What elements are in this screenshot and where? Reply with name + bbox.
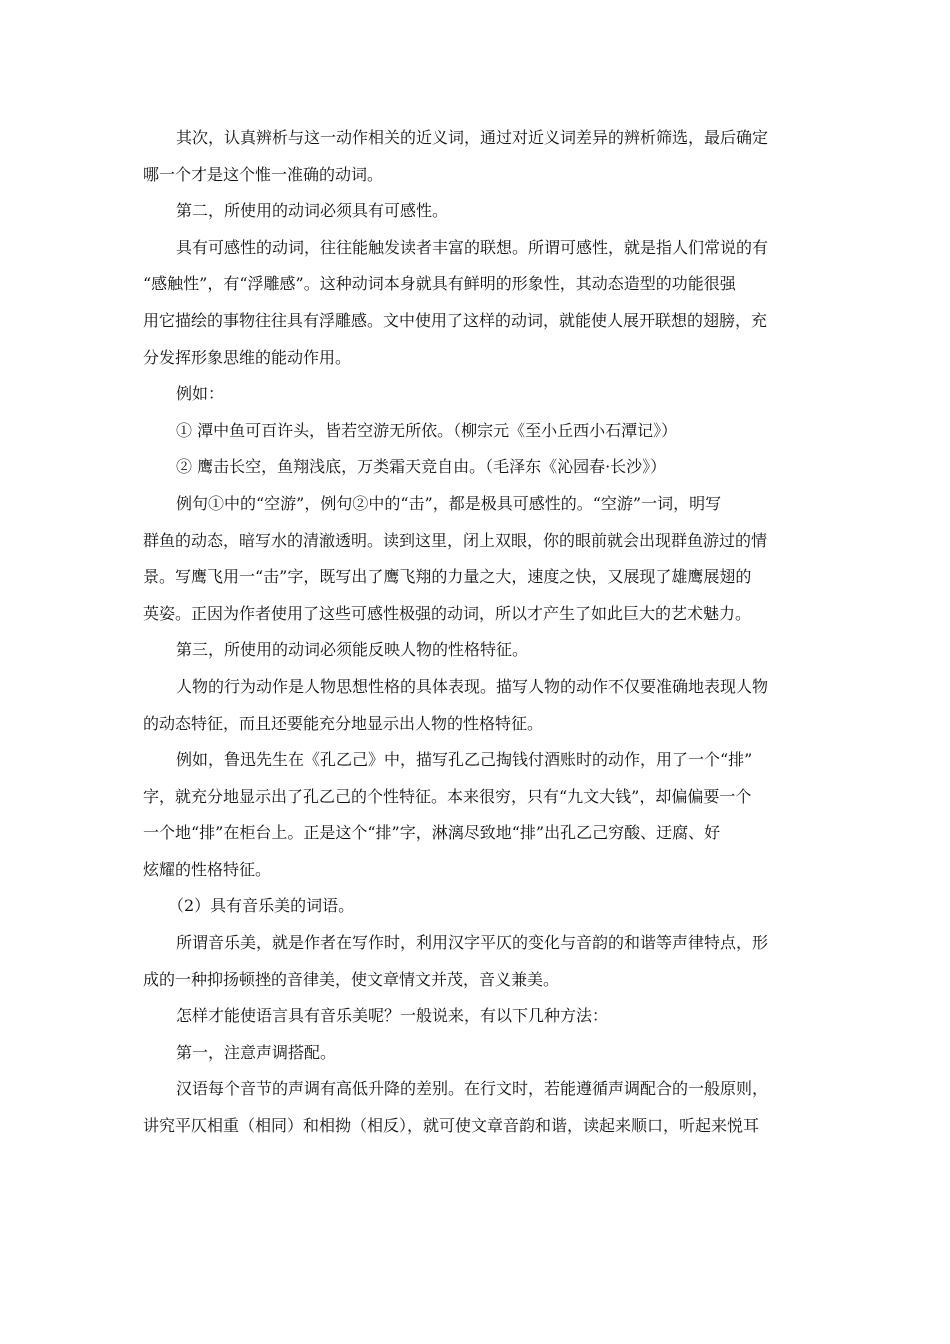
text-line: 用它描绘的事物往往具有浮雕感。文中使用了这样的动词，就能使人展开联想的翅膀，充 (143, 310, 768, 330)
paragraph (143, 376, 809, 413)
text-line: ① 潭中鱼可百许头，皆若空游无所依。（柳宗元《至小丘西小石潭记》） (176, 420, 678, 440)
text-line: ② 鹰击长空，鱼翔浅底，万类霜天竞自由。（毛泽东《沁园春·长沙》） (176, 457, 667, 477)
paragraph (143, 193, 809, 230)
text-line: 群鱼的动态，暗写水的清澈透明。读到这里，闭上双眼，你的眼前就会出现群鱼游过的情 (143, 530, 768, 550)
text-line: 讲究平仄相重（相同）和相拗（相反），就可使文章音韵和谐，读起来顺口，听起来悦耳 (143, 1116, 760, 1136)
text-line: 哪一个才是这个惟一准确的动词。 (143, 164, 384, 184)
paragraph (143, 998, 809, 1035)
text-line: 成的一种抑扬顿挫的音律美，使文章情文并茂，音义兼美。 (143, 969, 560, 989)
text-line: 字，就充分地显示出了孔乙己的个性特征。本来很穷，只有“九文大钱”，却偏偏要一个 (143, 786, 752, 806)
text-line: 人物的行为动作是人物思想性格的具体表现。描写人物的动作不仅要准确地表现人物 (176, 676, 769, 696)
text-line: 怎样才能使语言具有音乐美呢？一般说来，有以下几种方法： (176, 1006, 609, 1026)
paragraph (143, 120, 809, 193)
paragraph (143, 1035, 809, 1072)
paragraph (143, 888, 809, 925)
text-line: 分发挥形象思维的能动作用。 (143, 347, 352, 367)
paragraph (143, 632, 809, 669)
text-line: 第二，所使用的动词必须具有可感性。 (176, 201, 449, 221)
text-line: 汉语每个音节的声调有高低升降的差别。在行文时，若能遵循声调配合的一般原则， (176, 1079, 769, 1099)
text-line: 例如，鲁迅先生在《孔乙己》中，描写孔乙己掏钱付酒账时的动作，用了一个“排” (176, 750, 753, 770)
text-line: 一个地“排”在柜台上。正是这个“排”字，淋漓尽致地“排”出孔乙己穷酸、迂腐、好 (143, 823, 721, 843)
paragraph (143, 413, 809, 450)
paragraph (143, 1071, 809, 1144)
paragraph (143, 925, 809, 998)
text-line: 所谓音乐美，就是作者在写作时，利用汉字平仄的变化与音韵的和谐等声律特点，形 (176, 933, 769, 953)
text-line: 第一，注意声调搭配。 (176, 1042, 337, 1062)
text-line: “感触性”，有“浮雕感”。这种动词本身就具有鲜明的形象性，其动态造型的功能很强 (143, 274, 736, 294)
text-line: （2）具有音乐美的词语。 (168, 896, 355, 916)
paragraph (143, 449, 809, 486)
text-line: 其次，认真辨析与这一动作相关的近义词，通过对近义词差异的辨析筛选，最后确定 (176, 128, 769, 147)
text-line: 炫耀的性格特征。 (143, 859, 272, 879)
paragraph (143, 742, 809, 888)
paragraph (143, 230, 809, 376)
document-body (143, 120, 809, 1145)
text-line: 具有可感性的动词，往往能触发读者丰富的联想。所谓可感性，就是指人们常说的有 (176, 237, 769, 257)
text-line: 景。写鹰飞用一“击”字，既写出了鹰飞翔的力量之大，速度之快，又展现了雄鹰展翅的 (143, 567, 752, 587)
text-line: 第三，所使用的动词必须能反映人物的性格特征。 (176, 640, 529, 660)
text-line: 英姿。正因为作者使用了这些可感性极强的动词，所以才产生了如此巨大的艺术魅力。 (143, 603, 752, 623)
text-line: 的动态特征，而且还要能充分地显示出人物的性格特征。 (143, 713, 544, 733)
text-line: 例句①中的“空游”，例句②中的“击”，都是极具可感性的。“空游”一词，明写 (176, 493, 722, 513)
paragraph (143, 486, 809, 632)
paragraph (143, 669, 809, 742)
text-line: 例如： (176, 384, 225, 404)
